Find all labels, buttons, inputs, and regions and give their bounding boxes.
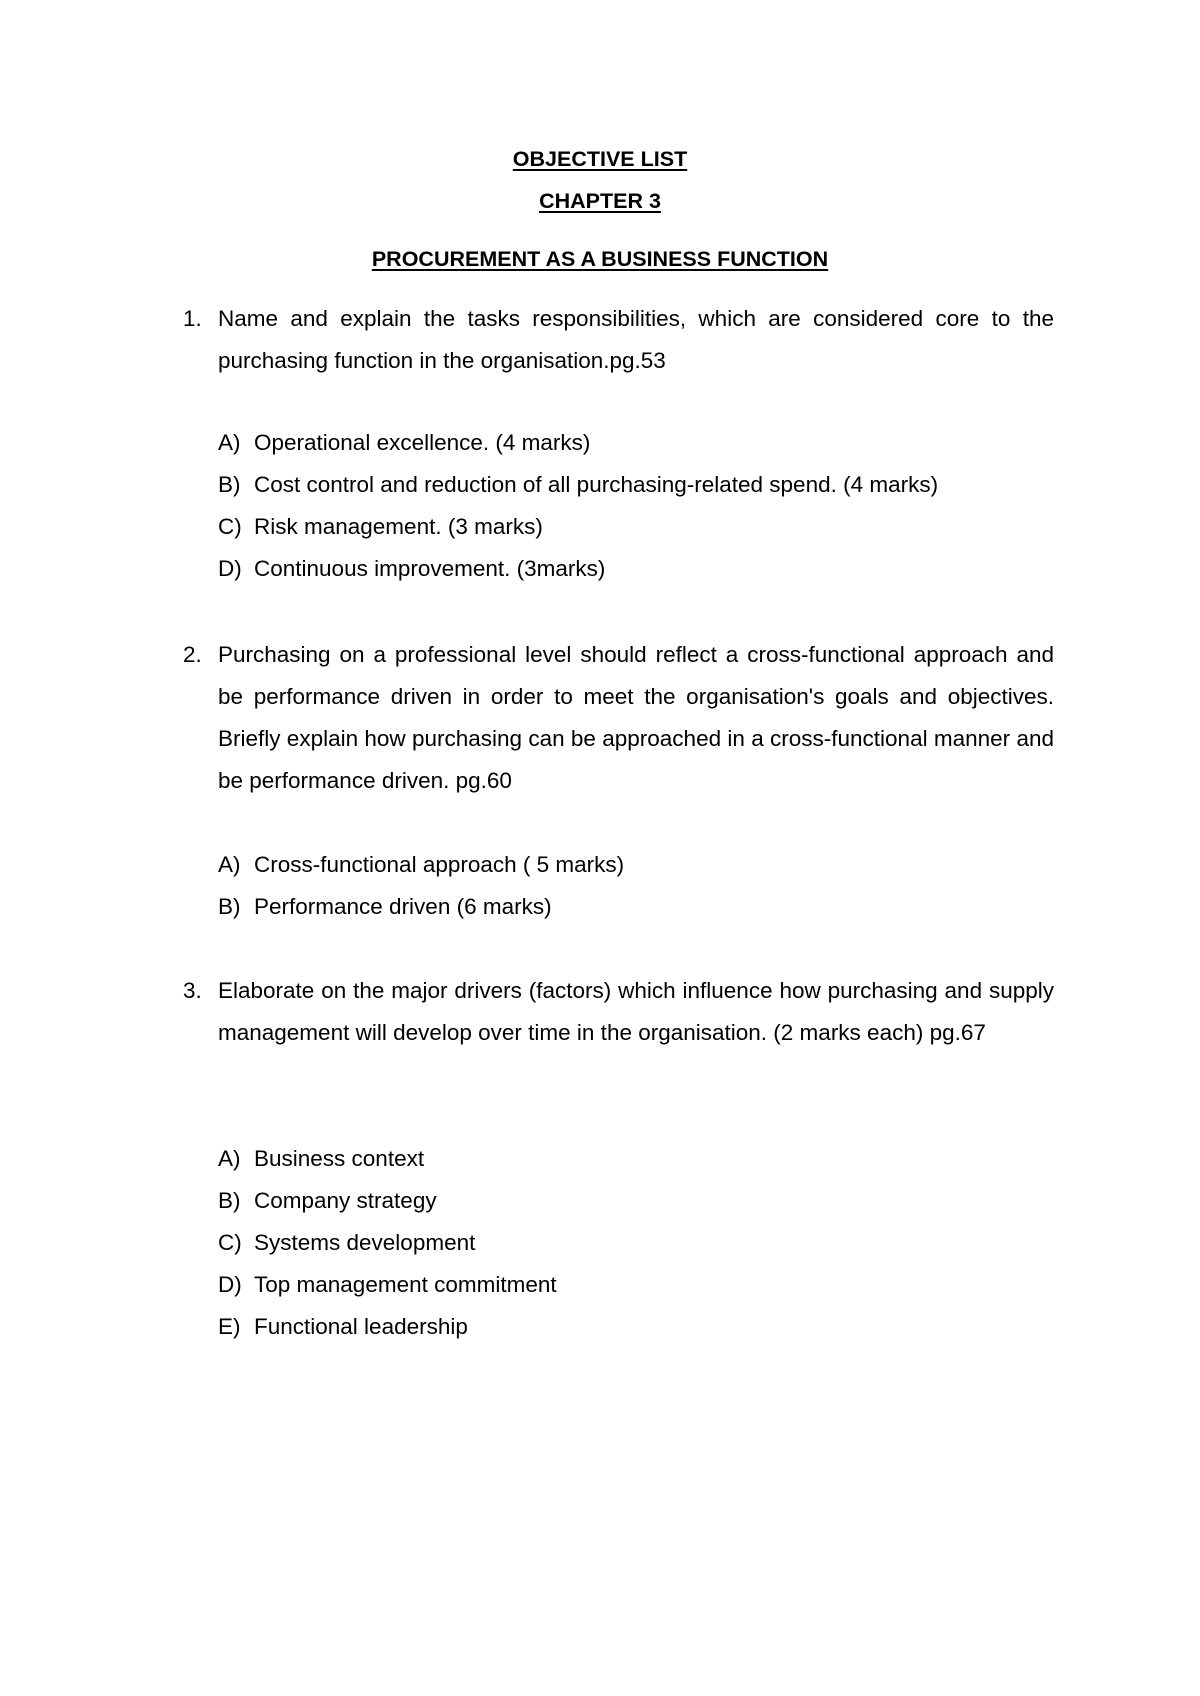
option-item: [218, 886, 552, 928]
option-text: Company strategy: [254, 1188, 437, 1213]
chapter-heading: CHAPTER 3: [539, 189, 661, 213]
question-text: Name and explain the tasks responsibilities, which are considered core to the purchasing function in the organisation.pg.53: [218, 306, 1054, 373]
option-item: [218, 1306, 468, 1348]
question-text: Purchasing on a professional level should reflect a cross-functional approach and be performance driven in order to meet the organisation's goals and objectives. Briefly explain how purchasing can be approached in a cross-functional manner and be performance driven. pg.60: [218, 642, 1054, 793]
option-item: [218, 1264, 557, 1306]
option-text: Cross-functional approach ( 5 marks): [254, 852, 625, 877]
option-text: Operational excellence. (4 marks): [254, 430, 591, 455]
option-letter: D): [218, 1272, 242, 1297]
option-letter: A): [218, 1146, 241, 1171]
option-item: [218, 1222, 475, 1264]
option-item: [218, 506, 543, 548]
option-letter: C): [218, 514, 242, 539]
option-text: Top management commitment: [254, 1272, 557, 1297]
option-letter: D): [218, 556, 242, 581]
option-item: [218, 464, 938, 506]
option-letter: B): [218, 472, 241, 497]
option-item: [218, 1138, 424, 1180]
question-number: 1.: [183, 306, 202, 331]
option-letter: A): [218, 852, 241, 877]
option-text: Systems development: [254, 1230, 476, 1255]
option-text: Business context: [254, 1146, 425, 1171]
option-item: [218, 1180, 437, 1222]
option-text: Functional leadership: [254, 1314, 468, 1339]
option-text: Continuous improvement. (3marks): [254, 556, 606, 581]
option-letter: B): [218, 1188, 241, 1213]
option-item: [218, 422, 590, 464]
document-title: OBJECTIVE LIST: [512, 147, 688, 171]
option-item: [218, 548, 605, 590]
option-text: Cost control and reduction of all purchasing-related spend. (4 marks): [254, 472, 939, 497]
option-letter: C): [218, 1230, 242, 1255]
option-letter: A): [218, 430, 241, 455]
option-letter: E): [218, 1314, 241, 1339]
option-text: Risk management. (3 marks): [254, 514, 543, 539]
subject-heading: PROCUREMENT AS A BUSINESS FUNCTION: [371, 247, 829, 271]
question-number: 2.: [183, 642, 202, 667]
option-text: Performance driven (6 marks): [254, 894, 552, 919]
question-text: Elaborate on the major drivers (factors) which influence how purchasing and supply management will develop over time in the organisation. (2 marks each) pg.67: [218, 978, 1054, 1045]
question-number: 3.: [183, 978, 202, 1003]
option-item: [218, 844, 624, 886]
option-letter: B): [218, 894, 241, 919]
